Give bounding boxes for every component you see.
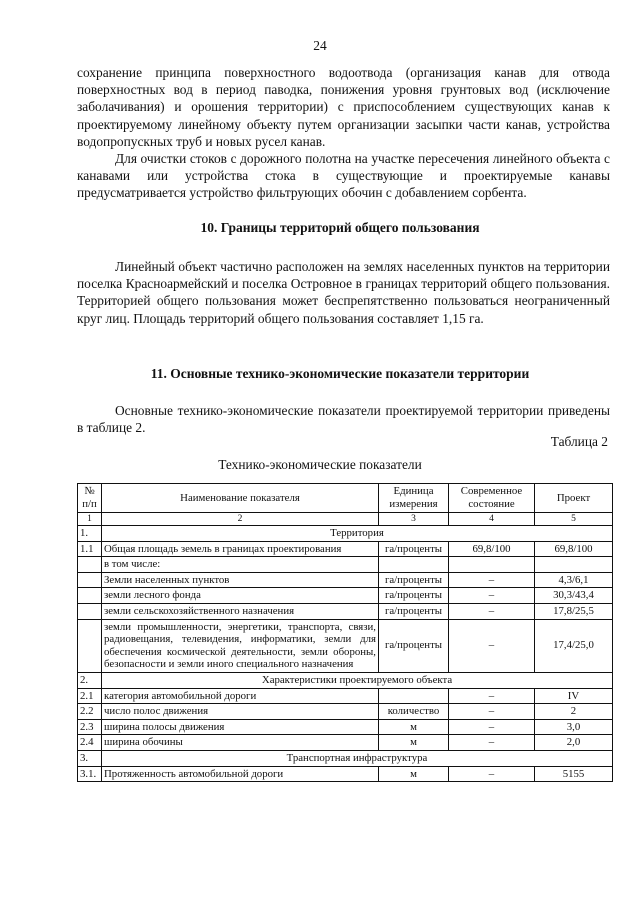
project-value: 69,8/100: [535, 541, 613, 557]
column-number-row: [78, 513, 613, 526]
project-value: 3,0: [535, 719, 613, 735]
table-row: [78, 735, 613, 751]
current-value: –: [449, 704, 535, 720]
table-row: [78, 572, 613, 588]
project-value: [535, 557, 613, 573]
indicator-name: земли промышленности, энергетики, транспорта, связи, радиовещания, телевидения, информатики, земли для обеспечения космической деятельности, земли обороны, безопасности и земли иного специального назначения: [102, 619, 379, 672]
unit-cell: га/проценты: [379, 619, 449, 672]
header-num: № п/п: [78, 484, 102, 513]
section-title: Характеристики проектируемого объекта: [102, 672, 613, 688]
unit-cell: га/проценты: [379, 572, 449, 588]
table-row: [78, 688, 613, 704]
unit-cell: количество: [379, 704, 449, 720]
row-number: 1.: [78, 526, 102, 542]
section-11-paragraph: Основные технико-экономические показатели проектируемой территории приведены в таблице 2.: [77, 403, 610, 436]
table-row: [78, 619, 613, 672]
unit-cell: га/проценты: [379, 603, 449, 619]
row-number: [78, 603, 102, 619]
project-value: 2,0: [535, 735, 613, 751]
table-row: [78, 557, 613, 573]
row-number: 2.1: [78, 688, 102, 704]
row-number: 2.2: [78, 704, 102, 720]
col-number: 3: [379, 513, 449, 526]
indicator-name: Земли населенных пунктов: [102, 572, 379, 588]
indicator-name: категория автомобильной дороги: [102, 688, 379, 704]
current-value: –: [449, 735, 535, 751]
indicator-name: земли сельскохозяйственного назначения: [102, 603, 379, 619]
unit-cell: м: [379, 766, 449, 782]
indicator-name: Протяженность автомобильной дороги: [102, 766, 379, 782]
unit-cell: м: [379, 735, 449, 751]
table-row: [78, 541, 613, 557]
unit-cell: га/проценты: [379, 541, 449, 557]
row-number: 2.: [78, 672, 102, 688]
current-value: –: [449, 719, 535, 735]
table-label: Таблица 2: [550, 434, 608, 449]
table-section-row: [78, 672, 613, 688]
section-title: Транспортная инфраструктура: [102, 750, 613, 766]
row-number: 3.: [78, 750, 102, 766]
indicators-table: [77, 483, 613, 782]
row-number: 2.4: [78, 735, 102, 751]
project-value: 5155: [535, 766, 613, 782]
current-value: –: [449, 619, 535, 672]
table-header-row: [78, 484, 613, 513]
section-10-heading: 10. Границы территорий общего пользования: [200, 220, 480, 235]
table-row: [78, 603, 613, 619]
section-11-heading: 11. Основные технико-экономические показатели территории: [150, 366, 530, 381]
row-number: [78, 572, 102, 588]
table-row: [78, 588, 613, 604]
top-text-block: [77, 64, 610, 202]
header-current: Современное состояние: [449, 484, 535, 513]
current-value: 69,8/100: [449, 541, 535, 557]
table-section-row: [78, 750, 613, 766]
table-row: [78, 719, 613, 735]
col-number: 4: [449, 513, 535, 526]
header-unit: Единица измерения: [379, 484, 449, 513]
current-value: –: [449, 588, 535, 604]
table-section-row: [78, 526, 613, 542]
indicator-name: земли лесного фонда: [102, 588, 379, 604]
indicator-name: в том числе:: [102, 557, 379, 573]
indicator-name: ширина обочины: [102, 735, 379, 751]
current-value: [449, 557, 535, 573]
section-11-text-block: [77, 402, 610, 436]
project-value: 17,8/25,5: [535, 603, 613, 619]
indicator-name: Общая площадь земель в границах проектирования: [102, 541, 379, 557]
row-number: 1.1: [78, 541, 102, 557]
unit-cell: [379, 688, 449, 704]
table-body: [78, 526, 613, 782]
section-10-text-block: [77, 258, 610, 327]
current-value: –: [449, 688, 535, 704]
project-value: 17,4/25,0: [535, 619, 613, 672]
section-title: Территория: [102, 526, 613, 542]
project-value: 30,3/43,4: [535, 588, 613, 604]
row-number: [78, 619, 102, 672]
table-row: [78, 704, 613, 720]
row-number: 2.3: [78, 719, 102, 735]
unit-cell: га/проценты: [379, 588, 449, 604]
row-number: 3.1.: [78, 766, 102, 782]
col-number: 1: [78, 513, 102, 526]
project-value: 2: [535, 704, 613, 720]
project-value: 4,3/6,1: [535, 572, 613, 588]
table-title: Технико-экономические показатели: [218, 457, 422, 472]
col-number: 5: [535, 513, 613, 526]
paragraph-runoff-cleaning: Для очистки стоков с дорожного полотна на участке пересечения линейного объекта с канавами или устройства стока в существующие и проектируемые канавы предусматривается устройство фильтрующих обочин с добавлением сорбента.: [77, 151, 610, 201]
project-value: IV: [535, 688, 613, 704]
indicator-name: ширина полосы движения: [102, 719, 379, 735]
page-number: 24: [313, 38, 327, 53]
section-10-paragraph: Линейный объект частично расположен на землях населенных пунктов на территории поселка Красноармейский и поселка Островное в границах территорий общего пользования. Территорией общего пользования может беспрепятственно пользоваться неограниченный круг лиц. Площадь территорий общего пользования составляет 1,15 га.: [77, 259, 610, 326]
indicator-name: число полос движения: [102, 704, 379, 720]
header-name: Наименование показателя: [102, 484, 379, 513]
table-row: [78, 766, 613, 782]
row-number: [78, 557, 102, 573]
current-value: –: [449, 766, 535, 782]
paragraph-continuation: сохранение принципа поверхностного водоотвода (организация канав для отвода поверхностных вод в период паводка, понижения уровня грунтовых вод (исключение заболачивания) и орошения территории) с приспособлением существующих канав к проектируемому линейному объекту путем организации засыпки части канав, устройства водопропускных труб и новых русел канав.: [77, 65, 610, 149]
col-number: 2: [102, 513, 379, 526]
current-value: –: [449, 572, 535, 588]
current-value: –: [449, 603, 535, 619]
unit-cell: м: [379, 719, 449, 735]
unit-cell: [379, 557, 449, 573]
header-project: Проект: [535, 484, 613, 513]
table-header: [78, 484, 613, 526]
row-number: [78, 588, 102, 604]
